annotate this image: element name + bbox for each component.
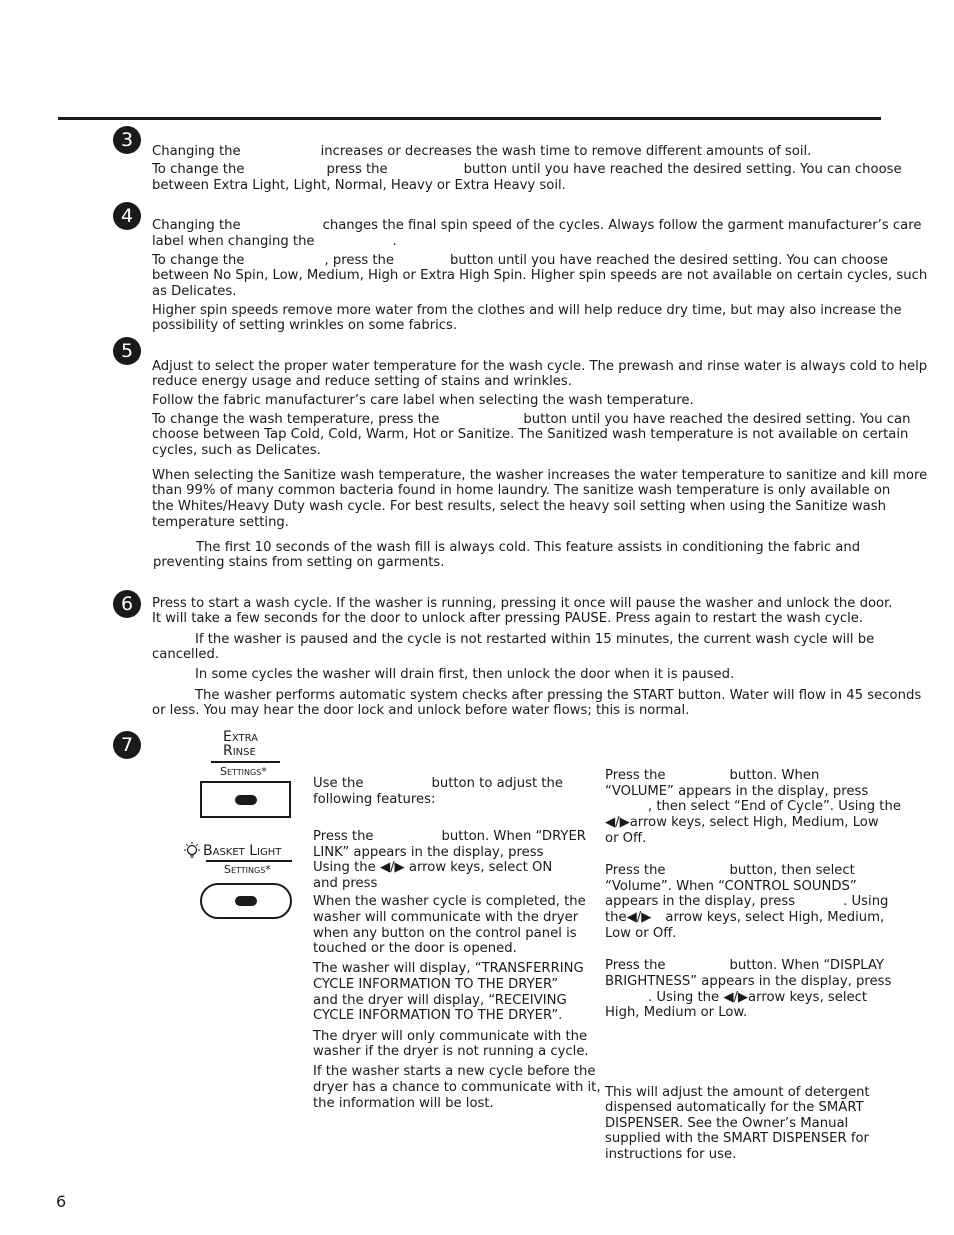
right-a-line-1: Press the button. When: [605, 768, 820, 783]
mid-a-line-2: following features:: [313, 792, 436, 807]
mid-b-line-4: and press: [313, 876, 378, 891]
mid-d-line-2: washer if the dryer is not running a cycle.: [313, 1044, 589, 1059]
temp-line-6: cycles, such as Delicates.: [152, 443, 321, 458]
header-rule: [58, 117, 881, 120]
mid-b-line-8: touched or the door is opened.: [313, 941, 517, 956]
start-line-2: It will take a few seconds for the door to unlock after pressing PAUSE. Press again to restart the wash cycle.: [152, 611, 864, 626]
extra-rinse-button[interactable]: [200, 781, 291, 818]
basket-light-divider: [206, 860, 292, 862]
extra-label: Extra: [223, 729, 259, 745]
right-d-line-4: supplied with the SMART DISPENSER for: [605, 1131, 869, 1146]
temp-line-5: choose between Tap Cold, Cold, Warm, Hot or Sanitize. The Sanitized wash temperature is not available on certain: [152, 427, 909, 442]
temp-line-2: reduce energy usage and reduce setting of stains and wrinkles.: [152, 374, 572, 389]
mid-b-line-7: when any button on the control panel is: [313, 926, 577, 941]
right-a-line-2: “VOLUME” appears in the display, press: [605, 784, 869, 799]
right-b-line-3: appears in the display, press . Using: [605, 894, 889, 909]
temp-line-11: The first 10 seconds of the wash fill is always cold. This feature assists in conditioning the fabric and: [196, 540, 861, 555]
right-b-line-2: “Volume”. When “CONTROL SOUNDS”: [605, 879, 857, 894]
extra-rinse-button-indicator: [235, 795, 257, 805]
mid-b-line-1: Press the button. When “DRYER: [313, 829, 586, 844]
temp-line-3: Follow the fabric manufacturer’s care label when selecting the wash temperature.: [152, 393, 694, 408]
step-6-marker: 6: [113, 590, 141, 618]
mid-b-line-2: LINK” appears in the display, press: [313, 845, 544, 860]
mid-e-line-2: dryer has a chance to communicate with it,: [313, 1080, 601, 1095]
start-line-4: cancelled.: [152, 647, 220, 662]
mid-c-line-4: CYCLE INFORMATION TO THE DRYER”.: [313, 1008, 563, 1023]
right-b-line-1: Press the button, then select: [605, 863, 855, 878]
right-d-line-5: instructions for use.: [605, 1147, 737, 1162]
step-3-marker: 3: [113, 126, 141, 154]
start-line-6: The washer performs automatic system checks after pressing the START button. Water will flow in 45 seconds: [195, 688, 922, 703]
temp-line-10: temperature setting.: [152, 515, 289, 530]
right-a-line-4: ◀/▶arrow keys, select High, Medium, Low: [605, 815, 879, 830]
mid-a-line-1: Use the button to adjust the: [313, 776, 563, 791]
right-a-line-5: or Off.: [605, 831, 647, 846]
basket-light-button[interactable]: [200, 883, 292, 919]
basket-light-label: Basket Light: [203, 843, 282, 859]
temp-line-9: the Whites/Heavy Duty wash cycle. For best results, select the heavy soil setting when using the Sanitize wash: [152, 499, 886, 514]
soil-line-2: To change the press the button until you have reached the desired setting. You can choose: [152, 162, 902, 177]
right-b-line-5: Low or Off.: [605, 926, 677, 941]
mid-e-line-3: the information will be lost.: [313, 1096, 494, 1111]
right-d-line-2: dispensed automatically for the SMART: [605, 1100, 864, 1115]
right-c-line-3: . Using the ◀/▶arrow keys, select: [648, 990, 868, 1005]
start-line-7: or less. You may hear the door lock and unlock before water flows; this is normal.: [152, 703, 690, 718]
temp-line-8: than 99% of many common bacteria found in home laundry. The sanitize wash temperature is only available on: [152, 483, 891, 498]
temp-line-1: Adjust to select the proper water temperature for the wash cycle. The prewash and rinse water is always cold to help: [152, 359, 928, 374]
soil-line-1: Changing the increases or decreases the wash time to remove different amounts of soil.: [152, 144, 812, 159]
right-c-line-4: High, Medium or Low.: [605, 1005, 748, 1020]
mid-c-line-3: and the dryer will display, “RECEIVING: [313, 993, 567, 1008]
start-line-5: In some cycles the washer will drain first, then unlock the door when it is paused.: [195, 667, 735, 682]
right-d-line-1: This will adjust the amount of detergent: [605, 1085, 870, 1100]
mid-c-line-2: CYCLE INFORMATION TO THE DRYER”: [313, 977, 559, 992]
right-d-line-3: DISPENSER. See the Owner’s Manual: [605, 1116, 849, 1131]
right-c-line-2: BRIGHTNESS” appears in the display, press: [605, 974, 892, 989]
page-number: 6: [56, 1192, 67, 1211]
right-c-line-1: Press the button. When “DISPLAY: [605, 958, 884, 973]
light-bulb-icon: [183, 841, 201, 861]
start-line-1: Press to start a wash cycle. If the washer is running, pressing it once will pause the washer and unlock the door.: [152, 596, 893, 611]
mid-b-line-3: Using the ◀/▶ arrow keys, select ON: [313, 860, 553, 875]
mid-e-line-1: If the washer starts a new cycle before the: [313, 1064, 596, 1079]
right-b-line-4: the◀/▶ arrow keys, select High, Medium,: [605, 910, 885, 925]
spin-line-4: between No Spin, Low, Medium, High or Extra High Spin. Higher spin speeds are not available on certain cycles, such: [152, 268, 928, 283]
extra-rinse-divider: [211, 761, 280, 763]
spin-line-6: Higher spin speeds remove more water from the clothes and will help reduce dry time, but may also increase the: [152, 303, 902, 318]
right-a-line-3: , then select “End of Cycle”. Using the: [648, 799, 901, 814]
temp-line-4: To change the wash temperature, press the button until you have reached the desired setting. You can: [152, 412, 911, 427]
basket-light-button-indicator: [235, 896, 257, 906]
basket-light-settings-label: Settings*: [224, 863, 271, 876]
mid-d-line-1: The dryer will only communicate with the: [313, 1029, 588, 1044]
extra-rinse-settings-label: Settings*: [220, 765, 267, 778]
spin-line-2: label when changing the .: [152, 234, 397, 249]
step-4-marker: 4: [113, 202, 141, 230]
spin-line-7: possibility of setting wrinkles on some fabrics.: [152, 318, 458, 333]
start-line-3: If the washer is paused and the cycle is not restarted within 15 minutes, the current wash cycle will be: [195, 632, 875, 647]
rinse-label: Rinse: [223, 743, 256, 759]
step-7-marker: 7: [113, 731, 141, 759]
soil-line-3: between Extra Light, Light, Normal, Heavy or Extra Heavy soil.: [152, 178, 566, 193]
spin-line-1: Changing the changes the final spin speed of the cycles. Always follow the garment manufacturer’s care: [152, 218, 922, 233]
mid-c-line-1: The washer will display, “TRANSFERRING: [313, 961, 584, 976]
spin-line-3: To change the , press the button until you have reached the desired setting. You can choose: [152, 253, 889, 268]
step-5-marker: 5: [113, 337, 141, 365]
mid-b-line-5: When the washer cycle is completed, the: [313, 894, 586, 909]
mid-b-line-6: washer will communicate with the dryer: [313, 910, 579, 925]
spin-line-5: as Delicates.: [152, 284, 237, 299]
temp-line-12: preventing stains from setting on garments.: [153, 555, 445, 570]
temp-line-7: When selecting the Sanitize wash temperature, the washer increases the water temperature to sanitize and kill more: [152, 468, 928, 483]
